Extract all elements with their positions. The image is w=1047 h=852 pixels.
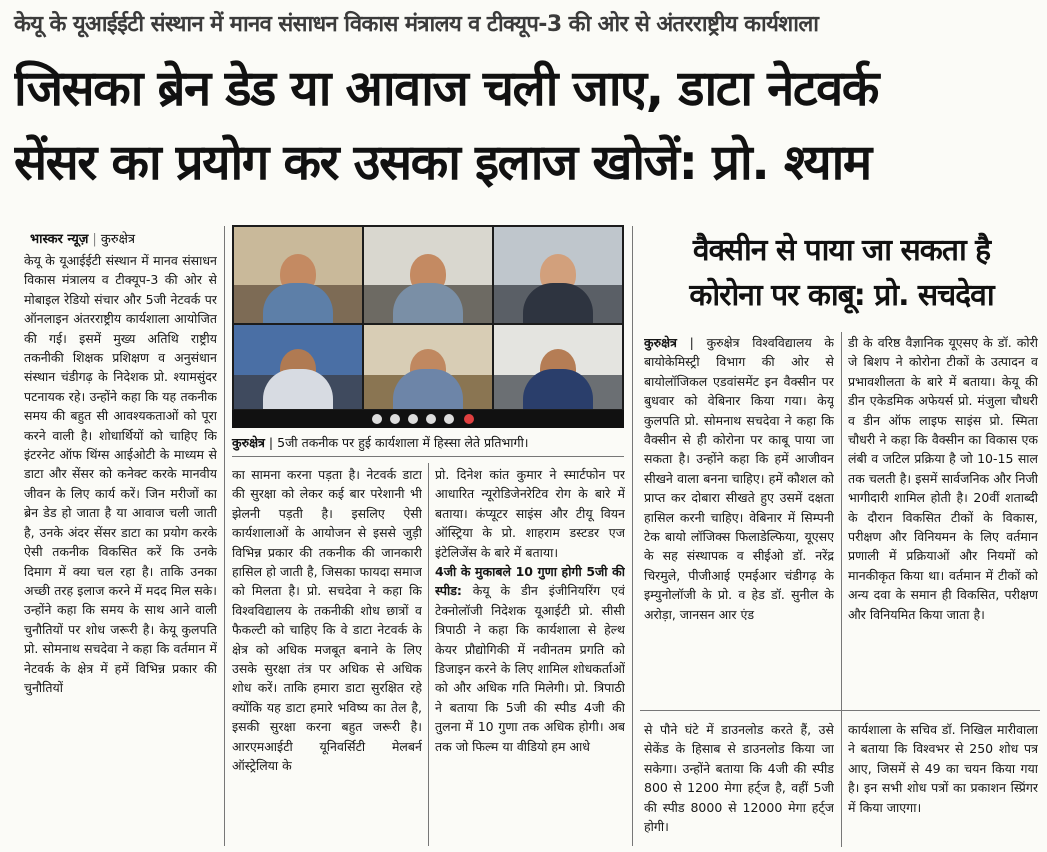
microphone-icon	[372, 414, 382, 424]
webinar-photo	[232, 225, 624, 428]
story1-column-5-text: कार्यशाला के सचिव डॉ. निखिल मारीवाला ने बताया कि विश्वभर से 250 शोध पत्र आए, जिसमें से 49 का चयन किया गया है। इन सभी शोध पत्रों का प्रकाशन स्प्रिंगर में किया जाएगा।	[848, 722, 1038, 815]
kicker-headline: केयू के यूआईईटी संस्थान में मानव संसाधन विकास मंत्रालय व टीक्यूप-3 की ओर से अंतरराष्ट्रीय कार्यशाला	[14, 12, 819, 37]
share-screen-icon	[408, 414, 418, 424]
video-tile-3	[494, 227, 622, 323]
caption-rule	[232, 456, 624, 457]
byline	[30, 229, 135, 247]
story2-bottom-rule	[640, 710, 1040, 711]
story1-column-4	[644, 720, 834, 847]
video-tile-1	[234, 227, 362, 323]
story1-column-3-text-a: प्रो. दिनेश कांत कुमार ने स्मार्टफोन पर आधारित न्यूरोडिजेनरेटिव रोग के बारे में बताया। कंप्यूटर साइंस और टीयू वियन ऑस्ट्रिया के प्रो. शाहराम डस्टडर एज इंटेलिजेंस के बारे में बताया।	[435, 467, 625, 560]
column-rule-3	[632, 226, 633, 846]
video-call-toolbar	[232, 410, 624, 428]
story2-column-1-text: कुरुक्षेत्र विश्वविद्यालय के बायोकेमिस्ट्री विभाग की ओर से बायोलॉजिकल एडवांसमेंट इन वैक्सीन पर बुधवार को वेबिनार किया गया। केयू कुलपति प्रो. सोमनाथ सचदेवा ने कहा कि वैक्सीन से ही कोरोना पर काबू पाया जा सकता है। उन्होंने कहा कि हमें आजीवन सीखने वाला बनना चाहिए। हमें कौशल को प्राप्त कर दोबारा सीखते हुए उसमें दक्षता हासिल करनी चाहिए। वेबिनार में सिम्पनी टेक बायो लॉजिक्स फिलाडेल्फिया, यूएसए के सह संस्थापक व सीईओ डॉ. नरेंद्र चिरमुले, पीजीआई एमईआर चंडीगढ़ के इम्युनोलॉजी के प्रो. व हेड डॉ. सुनील के अरोड़ा, जानसन आर एंड	[644, 335, 834, 622]
participants-icon	[444, 414, 454, 424]
video-tile-4	[234, 325, 362, 409]
story2-dateline: कुरुक्षेत्र	[644, 335, 677, 350]
column-rule-4	[841, 332, 842, 847]
photo-caption: कुरुक्षेत्र | 5जी तकनीक पर हुई कार्यशाला में हिस्सा लेते प्रतिभागी।	[232, 435, 529, 450]
story1-column-3-text-b: केयू के डीन इंजीनियरिंग एवं टेक्नोलॉजी निदेशक यूआईटी प्रो. सीसी त्रिपाठी ने कहा कि कार्यशाला से हेल्थ केयर प्रौद्योगिकी में नवीनतम प्रगति को डिजाइन करने के लिए शामिल शोधकर्ताओं को और अधिक गति मिलेगी। प्रो. त्रिपाठी ने बताया कि 5जी की स्पीड 4जी की तुलना में 10 गुणा तक अधिक होगी। अब तक जो फिल्म या वीडियो हम आधे	[435, 583, 625, 754]
story1-column-1	[24, 251, 217, 847]
byline-separator: |	[92, 232, 97, 247]
story2-headline-line-1: वैक्सीन से पाया जा सकता है	[692, 233, 991, 268]
story1-column-5	[848, 720, 1038, 847]
story2-headline	[644, 228, 1039, 318]
video-tile-2	[364, 227, 492, 323]
chat-icon	[426, 414, 436, 424]
story2-column-2	[848, 333, 1038, 701]
story2-column-1: कुरुक्षेत्र | कुरुक्षेत्र विश्वविद्यालय के बायोकेमिस्ट्री विभाग की ओर से बायोलॉजिकल एडवांसमेंट इन वैक्सीन पर बुधवार को वेबिनार किया गया। केयू कुलपति प्रो. सोमनाथ सचदेवा ने कहा कि वैक्सीन से ही कोरोना पर काबू पाया जा सकता है। उन्होंने कहा कि हमें आजीवन सीखने वाला बनना चाहिए। हमें कौशल को प्राप्त कर दोबारा सीखते हुए उसमें दक्षता हासिल करनी चाहिए। वेबिनार में सिम्पनी टेक बायो लॉजिक्स फिलाडेल्फिया, यूएसए के सह संस्थापक व सीईओ डॉ. नरेंद्र चिरमुले, पीजीआई एमईआर चंडीगढ़ के इम्युनोलॉजी के प्रो. व हेड डॉ. सुनील के अरोड़ा, जानसन आर एंड	[644, 335, 834, 622]
byline-place: कुरुक्षेत्र	[100, 232, 136, 247]
story1-subheading: 4जी के मुकाबले 10 गुणा होगी 5जी की स्पीड:	[435, 564, 625, 599]
photo-caption-text: 5जी तकनीक पर हुई कार्यशाला में हिस्सा लेते प्रतिभागी।	[277, 435, 529, 450]
story1-column-2-text: का सामना करना पड़ता है। नेटवर्क डाटा की सुरक्षा को लेकर कई बार परेशानी भी झेलनी पड़ती है। इसलिए ऐसी कार्यशालाओं के आयोजन से इससे जुड़ी विभिन्न प्रकार की तकनीक की जानकारी हासिल हो जाती है, जिसका फायदा समाज को मिलता है। प्रो. सचदेवा ने कहा कि विश्वविद्यालय के तकनीकी शोध छात्रों व फैकल्टी को चाहिए कि वे डाटा नेटवर्क के क्षेत्र को अधिक मजबूत बनाने के लिए उसके सुरक्षा तंत्र पर अधिक से अधिक शोध करें। ताकि हमारा डाटा सुरक्षित रहे क्योंकि यह डाटा हमारे भविष्य का तेल है, इसकी सुरक्षा करना बहुत जरूरी है। आरएमआईटी यूनिवर्सिटी मेलबर्न ऑस्ट्रेलिया के	[232, 467, 422, 774]
column-rule-2	[428, 463, 429, 846]
byline-source: भास्कर न्यूज़	[30, 232, 89, 247]
story1-column-1-text: केयू के यूआईईटी संस्थान में मानव संसाधन विकास मंत्रालय व टीक्यूप-3 की ओर से मोबाइल रेडियो संचार और 5जी नेटवर्क पर ऑनलाइन अंतरराष्ट्रीय कार्यशाला आयोजित की गई। इसमें मुख्य अतिथि राष्ट्रीय तकनीकी शिक्षक प्रशिक्षण व अनुसंधान संस्थान चंडीगढ़ के निदेशक प्रो. श्यामसुंदर पटनायक रहे। उन्होंने कहा कि यह तकनीक समय की बहुत सी आवश्यकताओं को पूरा करने वाली है। शोधार्थियों को चाहिए कि इंटरनेट ऑफ थिंग्स आईओटी के माध्यम से डाटा और सेंसर को कनेक्ट करके मानवीय जीवन के लिए कार्य करें। जिन मरीजों का ब्रेन डेड हो जाता है या आवाज चली जाती है, उनके अंदर सेंसर डाटा का प्रयोग करके ऐसी तकनीक विकसित करें कि उनके दिमाग में क्या चल रहा है। ताकि उनका अच्छी तरह इलाज करने में मदद मिल सके। उन्होंने कहा कि समय के साथ आने वाली चुनौतियों पर शोध जरूरी है। केयू कुलपति प्रो. सोमनाथ सचदेवा ने कहा कि वर्तमान में नेटवर्क के क्षेत्र में हमें विभिन्न प्रकार की चुनौतियों	[24, 253, 217, 695]
main-headline-line-1: जिसका ब्रेन डेड या आवाज चली जाए, डाटा नेटवर्क	[14, 60, 878, 117]
column-rule-1	[224, 226, 225, 846]
story2-headline-line-2: कोरोना पर काबू: प्रो. सचदेवा	[689, 278, 994, 313]
main-headline-line-2: सेंसर का प्रयोग कर उसका इलाज खोजें: प्रो. श्याम	[14, 134, 871, 191]
story1-column-2	[232, 465, 422, 847]
story2-column-2-text: डी के वरिष्ठ वैज्ञानिक यूएसए के डॉ. कोरी जे बिशप ने कोरोना टीकों के उत्पादन व प्रभावशीलता के बारे में बताया। केयू की डीन एकेडमिक अफेयर्स प्रो. मंजुला चौधरी व डीन ऑफ लाइफ साइंस प्रो. स्मिता चौधरी ने कहा कि वैक्सीन का विकास एक लंबी व जटिल प्रक्रिया है जो 10-15 साल तक चलती है। इसमें सार्वजनिक और निजी भागीदारी शामिल होती है। 20वीं शताब्दी के दौरान विकसित टीकों के विकास, परीक्षण और विनियमन के लिए वर्तमान प्रणाली में प्रक्रियाओं और नियमों को मानकीकृत किया था। वर्तमान में टीकों को अन्य दवा के समान ही विकसित, परीक्षण और विनियमित किया जाता है।	[848, 335, 1038, 622]
photo-caption-place: कुरुक्षेत्र	[232, 435, 265, 450]
story1-column-3	[435, 465, 625, 847]
end-call-icon	[464, 414, 474, 424]
camera-icon	[390, 414, 400, 424]
video-tile-6	[494, 325, 622, 409]
main-headline	[14, 52, 1036, 200]
story1-column-4-text: से पौने घंटे में डाउनलोड करते हैं, उसे सेकेंड के हिसाब से डाउनलोड किया जा सकेगा। उन्होंने बताया कि 4जी की स्पीड 800 से 1200 मेगा हर्ट्ज है, वहीं 5जी की स्पीड 8000 से 12000 मेगा हर्ट्ज होगी।	[644, 722, 834, 835]
video-tile-5	[364, 325, 492, 409]
